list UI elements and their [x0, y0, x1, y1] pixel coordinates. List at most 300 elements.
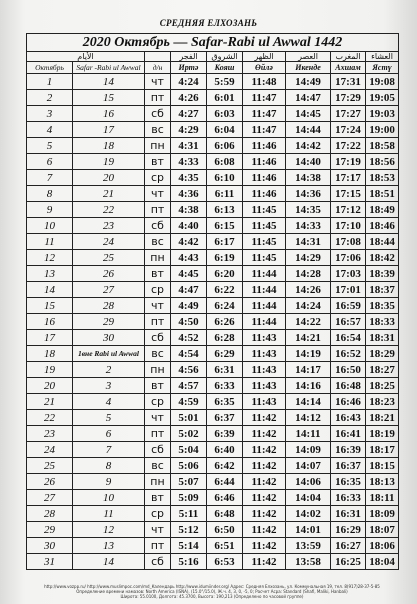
table-row [27, 90, 399, 106]
sunrise-time: 6:17 [207, 234, 243, 250]
isha-time: 18:07 [366, 522, 399, 538]
dhuhr-time: 11:43 [243, 362, 286, 378]
dhuhr-time: 11:42 [243, 506, 286, 522]
hijri-cell: 23 [73, 218, 145, 234]
weekday-cell: чт [145, 298, 171, 314]
isha-time: 18:23 [366, 394, 399, 410]
table-row [27, 298, 399, 314]
weekday-cell: пт [145, 538, 171, 554]
asr-time: 14:36 [286, 186, 331, 202]
fajr-time: 5:06 [171, 458, 207, 474]
dhuhr-time: 11:44 [243, 266, 286, 282]
weekday-cell: пн [145, 362, 171, 378]
asr-time: 14:01 [286, 522, 331, 538]
arabic-header-days: الأيام [27, 52, 145, 62]
asr-time: 14:04 [286, 490, 331, 506]
isha-time: 18:13 [366, 474, 399, 490]
header-isha: Ястү [366, 62, 399, 74]
sunrise-time: 6:46 [207, 490, 243, 506]
dhuhr-time: 11:42 [243, 490, 286, 506]
weekday-cell: сб [145, 218, 171, 234]
dhuhr-time: 11:43 [243, 346, 286, 362]
day-cell: 9 [27, 202, 73, 218]
arabic-header-fajr: الفجر [171, 52, 207, 62]
fajr-time: 4:26 [171, 90, 207, 106]
dhuhr-time: 11:48 [243, 74, 286, 90]
fajr-time: 4:52 [171, 330, 207, 346]
isha-time: 18:42 [366, 250, 399, 266]
weekday-cell: чт [145, 186, 171, 202]
arabic-header-maghrib: المغرب [331, 52, 366, 62]
asr-time: 14:14 [286, 394, 331, 410]
dhuhr-time: 11:45 [243, 218, 286, 234]
sunrise-time: 6:44 [207, 474, 243, 490]
weekday-cell: пт [145, 426, 171, 442]
asr-time: 14:21 [286, 330, 331, 346]
fajr-time: 4:29 [171, 122, 207, 138]
sunrise-time: 6:37 [207, 410, 243, 426]
isha-time: 18:39 [366, 266, 399, 282]
day-cell: 15 [27, 298, 73, 314]
weekday-cell: вс [145, 234, 171, 250]
maghrib-time: 16:41 [331, 426, 366, 442]
footer-line-1: http://www.vozpp.ru/ http://www.muslimpoc.com/md_Календарь http://www.idumiinder.org/ Адрес: Средняя Елхозань, ул. Коммунальная 19, тел. 8(917)28-37-5-85 [44, 584, 380, 589]
table-row [27, 346, 399, 362]
table-row [27, 538, 399, 554]
table-row [27, 202, 399, 218]
weekday-cell: вс [145, 458, 171, 474]
maghrib-time: 17:31 [331, 74, 366, 90]
day-cell: 4 [27, 122, 73, 138]
dhuhr-time: 11:47 [243, 122, 286, 138]
sunrise-time: 6:33 [207, 378, 243, 394]
arabic-header-dhuhr: الظهر [243, 52, 286, 62]
table-row [27, 410, 399, 426]
table-row [27, 426, 399, 442]
sunrise-time: 6:10 [207, 170, 243, 186]
isha-time: 18:25 [366, 378, 399, 394]
dhuhr-time: 11:43 [243, 330, 286, 346]
table-row [27, 218, 399, 234]
isha-time: 18:21 [366, 410, 399, 426]
day-cell: 1 [27, 74, 73, 90]
sunrise-time: 5:59 [207, 74, 243, 90]
day-cell: 3 [27, 106, 73, 122]
hijri-cell: 9 [73, 474, 145, 490]
weekday-cell: пт [145, 202, 171, 218]
sunrise-time: 6:13 [207, 202, 243, 218]
table-row [27, 74, 399, 90]
isha-time: 18:11 [366, 490, 399, 506]
header-dow: д/н [145, 62, 171, 74]
dhuhr-time: 11:44 [243, 282, 286, 298]
sunrise-time: 6:06 [207, 138, 243, 154]
weekday-cell: чт [145, 522, 171, 538]
sunrise-time: 6:20 [207, 266, 243, 282]
header-day: Октябрь [27, 62, 73, 74]
maghrib-time: 16:43 [331, 410, 366, 426]
maghrib-time: 16:59 [331, 298, 366, 314]
header-dhuhr: Өйлә [243, 62, 286, 74]
table-row [27, 266, 399, 282]
arabic-header-asr: العصر [286, 52, 331, 62]
arabic-header-isha: العشاء [366, 52, 399, 62]
asr-time: 14:45 [286, 106, 331, 122]
dhuhr-time: 11:42 [243, 442, 286, 458]
sunrise-time: 6:22 [207, 282, 243, 298]
dhuhr-time: 11:47 [243, 106, 286, 122]
hijri-cell: 7 [73, 442, 145, 458]
dhuhr-time: 11:46 [243, 186, 286, 202]
table-row [27, 138, 399, 154]
fajr-time: 4:54 [171, 346, 207, 362]
dhuhr-time: 11:44 [243, 298, 286, 314]
footer-line-3: Широта: 55.0100, Долгота: 45.3700, Высота: 190,213 (Определено по часовой группе) [120, 594, 304, 599]
sunrise-time: 6:40 [207, 442, 243, 458]
asr-time: 13:59 [286, 538, 331, 554]
weekday-cell: вс [145, 122, 171, 138]
dhuhr-time: 11:44 [243, 314, 286, 330]
maghrib-time: 16:52 [331, 346, 366, 362]
hijri-cell: 25 [73, 250, 145, 266]
isha-time: 19:03 [366, 106, 399, 122]
header-asr: Икенде [286, 62, 331, 74]
hijri-cell: 24 [73, 234, 145, 250]
fajr-time: 5:14 [171, 538, 207, 554]
weekday-cell: сб [145, 554, 171, 570]
fajr-time: 5:09 [171, 490, 207, 506]
sunrise-time: 6:39 [207, 426, 243, 442]
asr-time: 14:16 [286, 378, 331, 394]
maghrib-time: 17:03 [331, 266, 366, 282]
day-cell: 22 [27, 410, 73, 426]
weekday-cell: сб [145, 442, 171, 458]
hijri-cell: 14 [73, 554, 145, 570]
hijri-cell: 29 [73, 314, 145, 330]
sunrise-time: 6:31 [207, 362, 243, 378]
hijri-cell: 8 [73, 458, 145, 474]
fajr-time: 4:36 [171, 186, 207, 202]
maghrib-time: 17:01 [331, 282, 366, 298]
day-cell: 5 [27, 138, 73, 154]
day-cell: 21 [27, 394, 73, 410]
weekday-cell: ср [145, 394, 171, 410]
isha-time: 18:06 [366, 538, 399, 554]
sunrise-time: 6:03 [207, 106, 243, 122]
sunrise-time: 6:24 [207, 298, 243, 314]
weekday-cell: пн [145, 250, 171, 266]
sunrise-time: 6:53 [207, 554, 243, 570]
asr-time: 14:33 [286, 218, 331, 234]
day-cell: 12 [27, 250, 73, 266]
day-cell: 7 [27, 170, 73, 186]
asr-time: 14:06 [286, 474, 331, 490]
hijri-cell: 3 [73, 378, 145, 394]
asr-time: 14:11 [286, 426, 331, 442]
fajr-time: 4:35 [171, 170, 207, 186]
isha-time: 18:46 [366, 218, 399, 234]
dhuhr-time: 11:42 [243, 458, 286, 474]
fajr-time: 5:12 [171, 522, 207, 538]
hijri-cell: 22 [73, 202, 145, 218]
fajr-time: 4:31 [171, 138, 207, 154]
dhuhr-time: 11:42 [243, 426, 286, 442]
weekday-cell: ср [145, 506, 171, 522]
day-cell: 18 [27, 346, 73, 362]
fajr-time: 5:02 [171, 426, 207, 442]
maghrib-time: 16:25 [331, 554, 366, 570]
maghrib-time: 17:15 [331, 186, 366, 202]
table-row [27, 154, 399, 170]
maghrib-time: 16:54 [331, 330, 366, 346]
maghrib-time: 17:08 [331, 234, 366, 250]
isha-time: 18:51 [366, 186, 399, 202]
weekday-cell: сб [145, 330, 171, 346]
hijri-cell: 18 [73, 138, 145, 154]
table-row [27, 474, 399, 490]
fajr-time: 4:27 [171, 106, 207, 122]
isha-time: 18:17 [366, 442, 399, 458]
fajr-time: 4:42 [171, 234, 207, 250]
isha-time: 19:08 [366, 74, 399, 90]
day-cell: 26 [27, 474, 73, 490]
day-cell: 29 [27, 522, 73, 538]
asr-time: 14:29 [286, 250, 331, 266]
table-row [27, 378, 399, 394]
fajr-time: 4:59 [171, 394, 207, 410]
day-cell: 10 [27, 218, 73, 234]
isha-time: 18:58 [366, 138, 399, 154]
weekday-cell: вт [145, 154, 171, 170]
day-cell: 27 [27, 490, 73, 506]
isha-time: 18:56 [366, 154, 399, 170]
maghrib-time: 17:24 [331, 122, 366, 138]
header-hijri: Safar -Rabi ul Awwal [73, 62, 145, 74]
hijri-cell: 27 [73, 282, 145, 298]
sunrise-time: 6:11 [207, 186, 243, 202]
fajr-time: 4:24 [171, 74, 207, 90]
hijri-cell: 6 [73, 426, 145, 442]
isha-time: 19:05 [366, 90, 399, 106]
asr-time: 14:35 [286, 202, 331, 218]
maghrib-time: 16:29 [331, 522, 366, 538]
hijri-cell: 21 [73, 186, 145, 202]
isha-time: 18:29 [366, 346, 399, 362]
asr-time: 14:12 [286, 410, 331, 426]
fajr-time: 4:40 [171, 218, 207, 234]
dhuhr-time: 11:46 [243, 154, 286, 170]
fajr-time: 4:56 [171, 362, 207, 378]
table-row [27, 186, 399, 202]
fajr-time: 4:33 [171, 154, 207, 170]
weekday-cell: чт [145, 74, 171, 90]
maghrib-time: 16:39 [331, 442, 366, 458]
asr-time: 14:24 [286, 298, 331, 314]
table-row [27, 522, 399, 538]
hijri-cell: 28 [73, 298, 145, 314]
header-fajr: Иртә [171, 62, 207, 74]
header-row [27, 62, 399, 74]
table-row [27, 170, 399, 186]
arabic-header-blank [145, 52, 171, 62]
sunrise-time: 6:51 [207, 538, 243, 554]
dhuhr-time: 11:42 [243, 474, 286, 490]
asr-time: 14:19 [286, 346, 331, 362]
maghrib-time: 16:27 [331, 538, 366, 554]
region-name: СРЕДНЯЯ ЕЛХОЗАНЬ [159, 18, 258, 28]
asr-time: 14:40 [286, 154, 331, 170]
asr-time: 14:44 [286, 122, 331, 138]
sunrise-time: 6:15 [207, 218, 243, 234]
table-row [27, 282, 399, 298]
weekday-cell: ср [145, 282, 171, 298]
sunrise-time: 6:28 [207, 330, 243, 346]
hijri-cell: 17 [73, 122, 145, 138]
day-cell: 17 [27, 330, 73, 346]
hijri-cell: 19 [73, 154, 145, 170]
maghrib-time: 17:19 [331, 154, 366, 170]
maghrib-time: 16:37 [331, 458, 366, 474]
header-sunrise: Кояш [207, 62, 243, 74]
dhuhr-time: 11:43 [243, 394, 286, 410]
arabic-header-row [27, 52, 399, 62]
asr-time: 14:02 [286, 506, 331, 522]
isha-time: 18:31 [366, 330, 399, 346]
weekday-cell: сб [145, 106, 171, 122]
table-row [27, 234, 399, 250]
hijri-cell: 14 [73, 74, 145, 90]
asr-time: 14:26 [286, 282, 331, 298]
hijri-cell: 4 [73, 394, 145, 410]
fajr-time: 4:49 [171, 298, 207, 314]
weekday-cell: чт [145, 410, 171, 426]
hijri-cell: 5 [73, 410, 145, 426]
fajr-time: 4:50 [171, 314, 207, 330]
maghrib-time: 17:10 [331, 218, 366, 234]
table-row [27, 330, 399, 346]
dhuhr-time: 11:42 [243, 410, 286, 426]
fajr-time: 4:38 [171, 202, 207, 218]
isha-time: 18:35 [366, 298, 399, 314]
hijri-cell: 20 [73, 170, 145, 186]
fajr-time: 4:57 [171, 378, 207, 394]
dhuhr-time: 11:45 [243, 202, 286, 218]
asr-time: 14:07 [286, 458, 331, 474]
day-cell: 24 [27, 442, 73, 458]
maghrib-time: 16:48 [331, 378, 366, 394]
maghrib-time: 16:57 [331, 314, 366, 330]
maghrib-time: 17:12 [331, 202, 366, 218]
hijri-cell: 15 [73, 90, 145, 106]
sunrise-time: 6:04 [207, 122, 243, 138]
day-cell: 13 [27, 266, 73, 282]
asr-time: 14:49 [286, 74, 331, 90]
dhuhr-time: 11:45 [243, 250, 286, 266]
asr-time: 14:28 [286, 266, 331, 282]
day-cell: 30 [27, 538, 73, 554]
fajr-time: 5:11 [171, 506, 207, 522]
dhuhr-time: 11:47 [243, 90, 286, 106]
maghrib-time: 17:29 [331, 90, 366, 106]
dhuhr-time: 11:42 [243, 522, 286, 538]
day-cell: 25 [27, 458, 73, 474]
isha-time: 18:15 [366, 458, 399, 474]
isha-time: 18:49 [366, 202, 399, 218]
maghrib-time: 16:46 [331, 394, 366, 410]
weekday-cell: пн [145, 138, 171, 154]
table-row [27, 458, 399, 474]
day-cell: 31 [27, 554, 73, 570]
hijri-cell: 16 [73, 106, 145, 122]
hijri-cell: 11 [73, 506, 145, 522]
weekday-cell: вт [145, 490, 171, 506]
dhuhr-time: 11:43 [243, 378, 286, 394]
table-row [27, 314, 399, 330]
sunrise-time: 6:26 [207, 314, 243, 330]
sunrise-time: 6:29 [207, 346, 243, 362]
day-cell: 6 [27, 154, 73, 170]
day-cell: 19 [27, 362, 73, 378]
table-row [27, 490, 399, 506]
hijri-cell: 12 [73, 522, 145, 538]
maghrib-time: 17:27 [331, 106, 366, 122]
isha-time: 18:04 [366, 554, 399, 570]
dhuhr-time: 11:42 [243, 538, 286, 554]
sunrise-time: 6:19 [207, 250, 243, 266]
asr-time: 14:38 [286, 170, 331, 186]
header-maghrib: Ахшам [331, 62, 366, 74]
dhuhr-time: 11:45 [243, 234, 286, 250]
sunrise-time: 6:42 [207, 458, 243, 474]
isha-time: 18:37 [366, 282, 399, 298]
table-row [27, 506, 399, 522]
hijri-cell: 2 [73, 362, 145, 378]
isha-time: 18:19 [366, 426, 399, 442]
day-cell: 20 [27, 378, 73, 394]
weekday-cell: вт [145, 378, 171, 394]
day-cell: 2 [27, 90, 73, 106]
fajr-time: 4:45 [171, 266, 207, 282]
sunrise-time: 6:48 [207, 506, 243, 522]
maghrib-time: 17:17 [331, 170, 366, 186]
table-title: 2020 Октябрь — Safar-Rabi ul Awwal 1442 [27, 34, 399, 52]
asr-time: 14:31 [286, 234, 331, 250]
day-cell: 23 [27, 426, 73, 442]
isha-time: 18:53 [366, 170, 399, 186]
weekday-cell: пт [145, 314, 171, 330]
isha-time: 19:00 [366, 122, 399, 138]
table-row [27, 106, 399, 122]
table-row [27, 362, 399, 378]
hijri-cell: 10 [73, 490, 145, 506]
weekday-cell: ср [145, 170, 171, 186]
hijri-cell: 1вне Rabi ul Awwal [73, 346, 145, 362]
weekday-cell: вс [145, 346, 171, 362]
table-row [27, 394, 399, 410]
footer-line-2: Определение времени намазов: North America (ISNA), (15.0°/15.0), Ж.ч. 4, 3, 0, -5, 0; Расчет Асра: Standard (Shafi, Maliki, Hanbali) [76, 589, 348, 594]
sunrise-time: 6:01 [207, 90, 243, 106]
fajr-time: 5:16 [171, 554, 207, 570]
fajr-time: 5:04 [171, 442, 207, 458]
dhuhr-time: 11:42 [243, 554, 286, 570]
fajr-time: 5:01 [171, 410, 207, 426]
arabic-header-sunrise: الشروق [207, 52, 243, 62]
maghrib-time: 16:50 [331, 362, 366, 378]
maghrib-time: 16:35 [331, 474, 366, 490]
maghrib-time: 17:06 [331, 250, 366, 266]
weekday-cell: пн [145, 474, 171, 490]
hijri-cell: 13 [73, 538, 145, 554]
